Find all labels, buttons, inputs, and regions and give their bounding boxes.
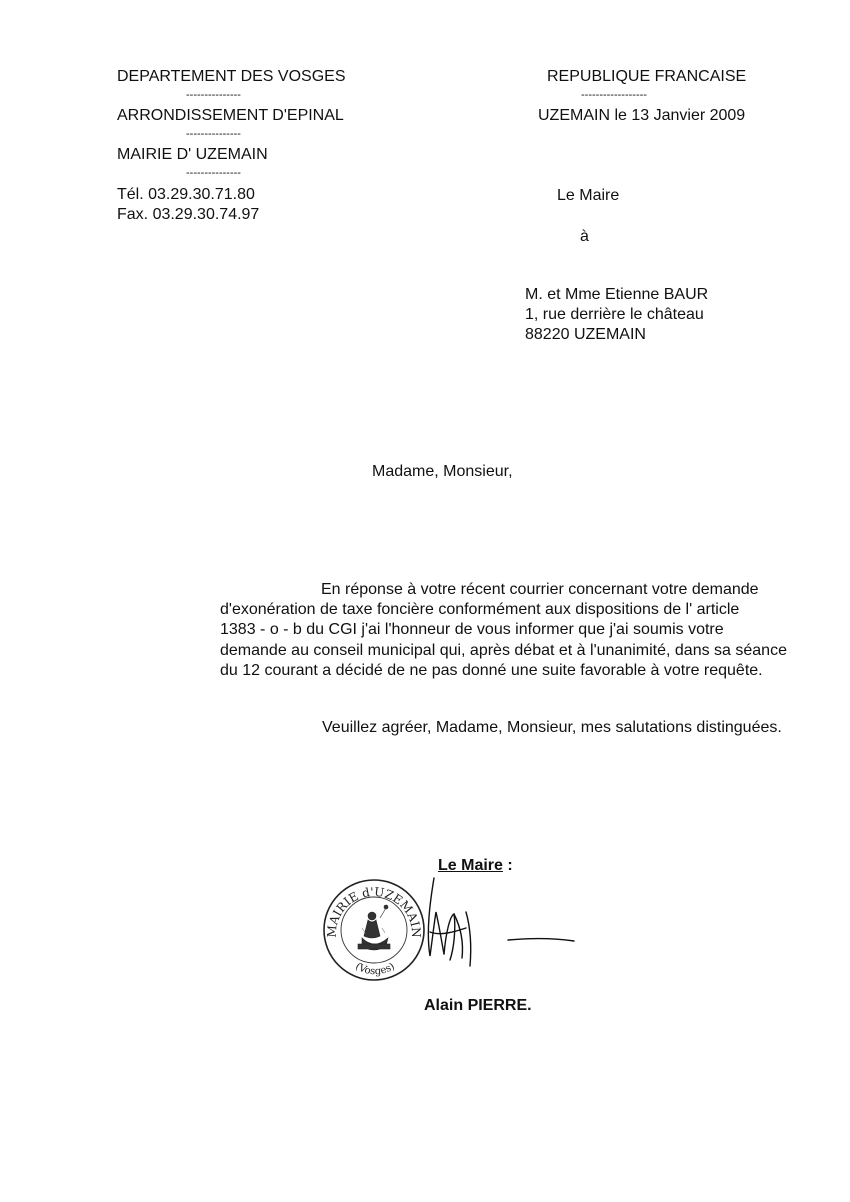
fax-number: Fax. 03.29.30.74.97	[117, 206, 260, 223]
place-and-date: UZEMAIN le 13 Janvier 2009	[538, 107, 746, 124]
recipient-city: 88220 UZEMAIN	[525, 326, 646, 343]
mairie-name: MAIRIE D' UZEMAIN	[117, 146, 268, 163]
header-separator: ---------------	[186, 167, 241, 179]
header-separator: ------------------	[581, 89, 647, 101]
official-stamp-icon	[322, 878, 426, 982]
svg-text:MAIRIE d'UZEMAIN: MAIRIE d'UZEMAIN	[324, 884, 424, 938]
closing-formula: Veuillez agréer, Madame, Monsieur, mes salutations distinguées.	[322, 719, 782, 736]
to-word: à	[580, 228, 589, 245]
recipient-street: 1, rue derrière le château	[525, 306, 704, 323]
body-line: du 12 courant a décidé de ne pas donné une suite favorable à votre requête.	[220, 662, 763, 679]
telephone-number: Tél. 03.29.30.71.80	[117, 186, 255, 203]
signer-name: Alain PIERRE.	[424, 997, 532, 1014]
body-line: d'exonération de taxe foncière conformément aux dispositions de l' article	[220, 601, 740, 618]
arrondissement-name: ARRONDISSEMENT D'EPINAL	[117, 107, 344, 124]
handwritten-signature-icon	[420, 872, 580, 972]
sender-title: Le Maire	[557, 187, 620, 204]
salutation: Madame, Monsieur,	[372, 463, 513, 480]
signature-title-colon: :	[502, 857, 513, 874]
republic-heading: REPUBLIQUE FRANCAISE	[547, 68, 747, 85]
header-separator: ---------------	[186, 89, 241, 101]
header-separator: ---------------	[186, 128, 241, 140]
body-line: En réponse à votre récent courrier concernant votre demande	[321, 581, 759, 598]
recipient-name: M. et Mme Etienne BAUR	[525, 286, 709, 303]
signature-title-text: Le Maire	[438, 857, 503, 874]
body-line: demande au conseil municipal qui, après débat et à l'unanimité, dans sa séance	[220, 642, 787, 659]
department-name: DEPARTEMENT DES VOSGES	[117, 68, 346, 85]
body-line: 1383 - o - b du CGI j'ai l'honneur de vous informer que j'ai soumis votre	[220, 621, 724, 638]
svg-text:(Vosges): (Vosges)	[353, 961, 397, 978]
